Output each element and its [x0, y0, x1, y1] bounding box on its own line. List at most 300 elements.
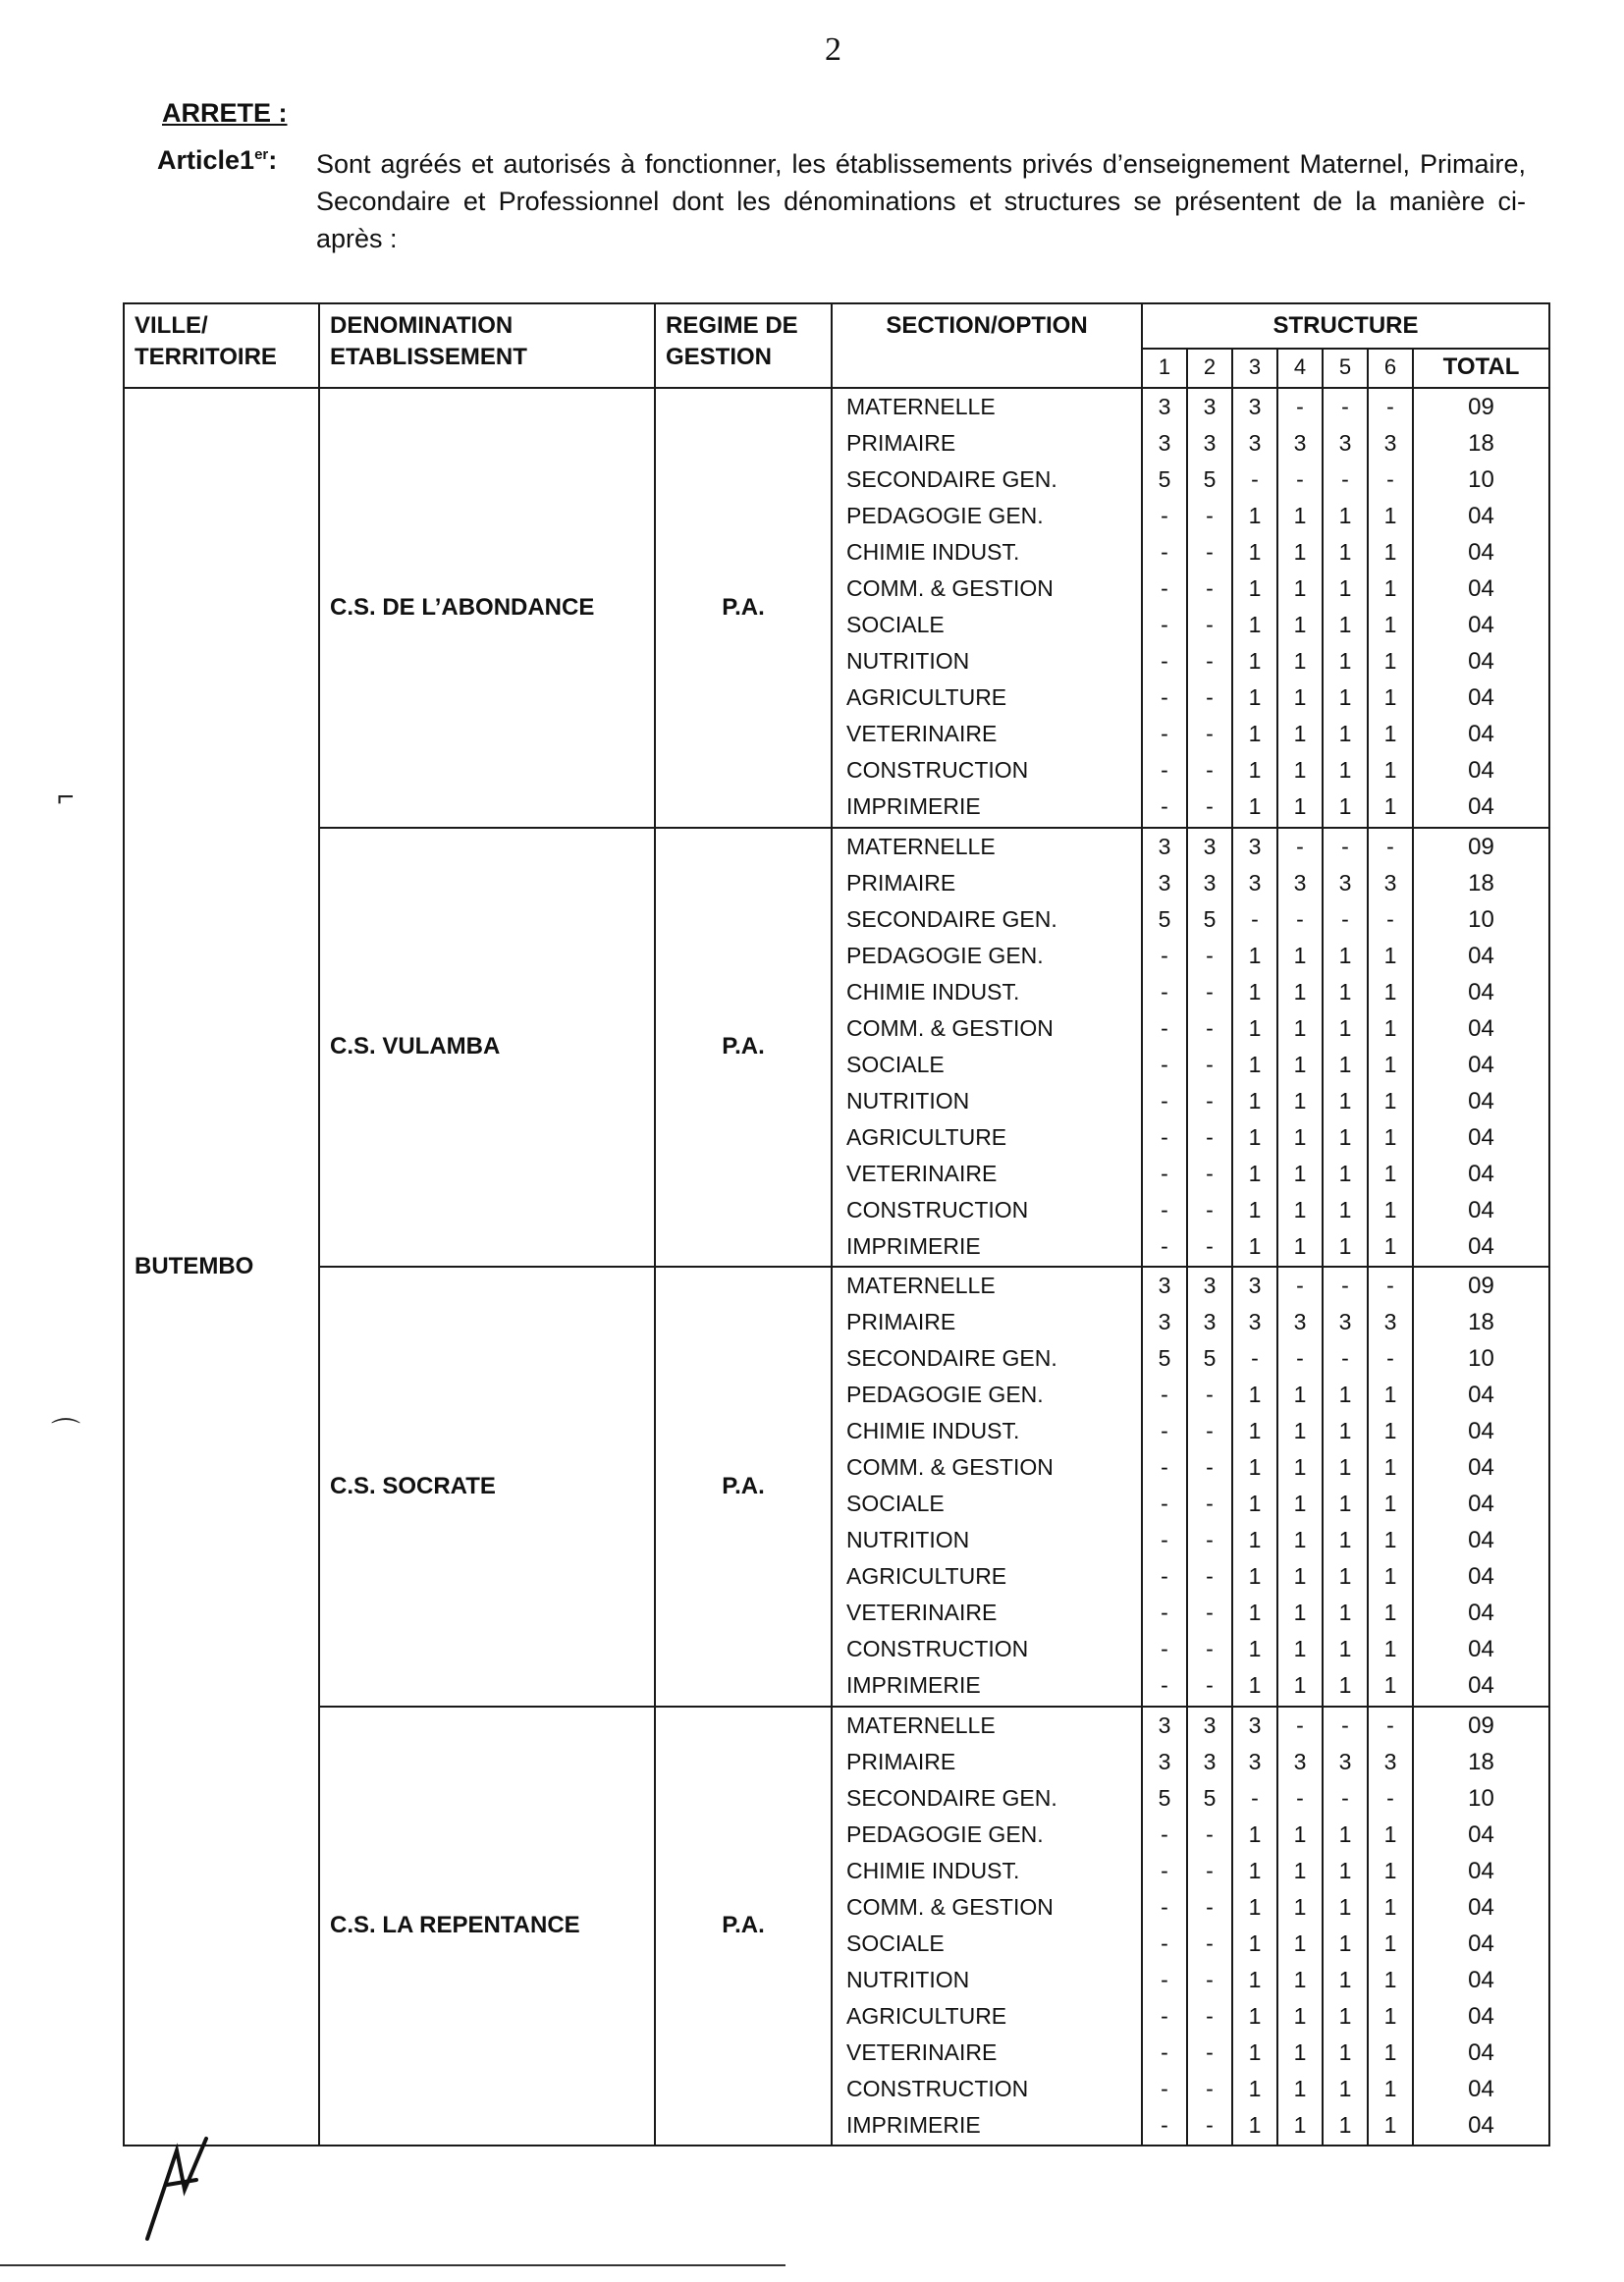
year-count: 1: [1383, 1966, 1397, 1992]
year-count: 3: [1158, 1748, 1171, 1774]
year-count: 1: [1338, 942, 1352, 968]
year-3-column: [1232, 1707, 1277, 2146]
total-value: 04: [1468, 1672, 1494, 1699]
year-count: 1: [1293, 1491, 1307, 1516]
year-count: -: [1161, 1382, 1168, 1407]
year-count: 1: [1293, 1893, 1307, 1920]
year-count: -: [1341, 466, 1349, 492]
establishment-name: C.S. SOCRATE: [319, 1267, 655, 1707]
year-count: -: [1206, 793, 1214, 819]
year-count: -: [1206, 1087, 1214, 1114]
year-count: 1: [1338, 1014, 1352, 1041]
total-value: 04: [1468, 1123, 1494, 1151]
total-value: 18: [1468, 430, 1494, 457]
year-count: 1: [1383, 2038, 1397, 2065]
section-name: CHIMIE INDUST.: [846, 1418, 1020, 1443]
year-count: -: [1161, 1051, 1168, 1077]
section-name: SOCIALE: [846, 1929, 945, 1956]
year-count: -: [1161, 1232, 1168, 1259]
total-value: 04: [1468, 1454, 1494, 1481]
year-count: -: [1206, 503, 1214, 528]
year-count: -: [1161, 1196, 1168, 1222]
year-count: 1: [1248, 1491, 1262, 1516]
section-name: MATERNELLE: [846, 394, 996, 419]
total-value: 04: [1468, 978, 1494, 1005]
year-count: 1: [1338, 1123, 1352, 1150]
year-count: -: [1206, 1123, 1214, 1150]
year-count: 1: [1338, 1051, 1352, 1077]
section-name: VETERINAIRE: [846, 1160, 998, 1186]
year-count: 5: [1158, 905, 1171, 932]
year-count: -: [1206, 721, 1214, 746]
total-value: 04: [1468, 1527, 1494, 1553]
year-count: 3: [1248, 1273, 1262, 1298]
year-count: -: [1161, 1087, 1168, 1114]
total-value: 10: [1468, 905, 1494, 933]
year-count: 1: [1383, 1893, 1397, 1920]
establishment-name: C.S. DE L’ABONDANCE: [319, 388, 655, 828]
year-count: 1: [1248, 1160, 1262, 1186]
regime-cell: P.A.: [655, 1267, 832, 1707]
section-name: SOCIALE: [846, 612, 945, 637]
year-count: -: [1296, 1273, 1304, 1298]
year-count: -: [1161, 1600, 1168, 1625]
year-count: 3: [1248, 430, 1262, 456]
year-count: -: [1386, 1784, 1394, 1811]
year-count: 1: [1338, 978, 1352, 1005]
year-count: 1: [1248, 684, 1262, 710]
year-count: 1: [1248, 1893, 1262, 1920]
year-count: 5: [1203, 905, 1217, 932]
year-count: 1: [1293, 1160, 1307, 1186]
year-count: -: [1161, 757, 1168, 783]
section-name: SECONDAIRE GEN.: [846, 905, 1057, 932]
year-count: 1: [1383, 1123, 1397, 1150]
year-count: -: [1206, 612, 1214, 637]
year-count: 1: [1248, 1232, 1262, 1259]
margin-mark: ⌒: [51, 1418, 81, 1450]
year-count: 1: [1338, 1966, 1352, 1992]
year-count: 1: [1293, 2111, 1307, 2138]
year-5-column: [1323, 1707, 1368, 2146]
year-count: 1: [1338, 1820, 1352, 1847]
year-count: 5: [1158, 1784, 1171, 1811]
year-count: 3: [1338, 869, 1352, 896]
year-count: 1: [1338, 1160, 1352, 1186]
year-4-column: [1277, 828, 1323, 1268]
section-name: PRIMAIRE: [846, 1748, 956, 1774]
year-count: -: [1161, 2002, 1168, 2029]
total-value: 04: [1468, 1160, 1494, 1187]
year-count: -: [1341, 1345, 1349, 1371]
year-count: -: [1161, 648, 1168, 674]
year-count: 3: [1248, 394, 1262, 419]
year-count: 5: [1158, 466, 1171, 492]
year-count: 3: [1383, 1309, 1397, 1334]
year-count: 1: [1383, 1051, 1397, 1077]
year-count: -: [1386, 1273, 1394, 1298]
year-count: 1: [1338, 684, 1352, 710]
year-count: 1: [1293, 2038, 1307, 2065]
year-count: -: [1161, 2075, 1168, 2101]
year-count: -: [1206, 757, 1214, 783]
header-regime: REGIME DE GESTION: [655, 303, 832, 388]
total-value: 04: [1468, 1418, 1494, 1444]
ville-cell: BUTEMBO: [124, 388, 319, 2146]
year-count: 1: [1248, 1929, 1262, 1956]
year-count: -: [1206, 1600, 1214, 1625]
year-count: 1: [1248, 1454, 1262, 1480]
total-value: 10: [1468, 1345, 1494, 1372]
section-name: COMM. & GESTION: [846, 1893, 1054, 1920]
page-number: 2: [825, 31, 841, 68]
year-count: -: [1206, 1893, 1214, 1920]
section-list: [832, 828, 1142, 1268]
year-count: -: [1206, 942, 1214, 968]
total-value: 04: [1468, 1196, 1494, 1223]
year-count: 1: [1383, 2002, 1397, 2029]
year-count: 1: [1338, 1382, 1352, 1407]
year-count: 3: [1158, 1273, 1171, 1298]
year-count: 1: [1383, 1232, 1397, 1259]
section-name: NUTRITION: [846, 648, 970, 674]
section-name: CONSTRUCTION: [846, 1196, 1029, 1222]
year-count: 1: [1383, 1087, 1397, 1114]
year-count: 1: [1383, 1820, 1397, 1847]
total-value: 04: [1468, 575, 1494, 602]
year-2-column: [1187, 388, 1232, 828]
total-value: 04: [1468, 1232, 1494, 1260]
year-count: 1: [1383, 2075, 1397, 2101]
year-count: -: [1296, 1784, 1304, 1811]
year-count: 3: [1203, 1309, 1217, 1334]
section-name: AGRICULTURE: [846, 1563, 1007, 1589]
year-count: -: [1206, 1196, 1214, 1222]
year-1-column: [1142, 388, 1187, 828]
establishment-name: C.S. VULAMBA: [319, 828, 655, 1268]
establishment-row: [124, 828, 1549, 1268]
section-name: AGRICULTURE: [846, 2002, 1007, 2029]
year-count: -: [1206, 2111, 1214, 2138]
year-count: 1: [1248, 1123, 1262, 1150]
total-value: 04: [1468, 1382, 1494, 1408]
total-value: 09: [1468, 394, 1494, 420]
article-label-sup: er: [254, 146, 269, 163]
year-count: 1: [1383, 539, 1397, 565]
year-count: 1: [1248, 1820, 1262, 1847]
year-count: 3: [1158, 430, 1171, 456]
year-count: 1: [1383, 1929, 1397, 1956]
year-count: 1: [1293, 1563, 1307, 1589]
year-4-column: [1277, 388, 1323, 828]
total-value: 04: [1468, 721, 1494, 747]
year-count: -: [1161, 721, 1168, 746]
year-count: 1: [1383, 1636, 1397, 1661]
year-count: 1: [1338, 757, 1352, 783]
year-4-column: [1277, 1267, 1323, 1707]
year-count: -: [1341, 905, 1349, 932]
section-name: SOCIALE: [846, 1051, 945, 1077]
year-count: -: [1161, 1491, 1168, 1516]
year-count: -: [1206, 1051, 1214, 1077]
year-count: -: [1206, 1636, 1214, 1661]
year-count: -: [1296, 1345, 1304, 1371]
year-6-column: [1368, 388, 1413, 828]
year-count: 1: [1248, 1382, 1262, 1407]
year-count: 1: [1293, 1966, 1307, 1992]
year-count: -: [1161, 684, 1168, 710]
year-count: 1: [1338, 1418, 1352, 1443]
article-label: [157, 145, 277, 176]
total-value: 09: [1468, 1273, 1494, 1299]
year-3-column: [1232, 388, 1277, 828]
section-name: PEDAGOGIE GEN.: [846, 1382, 1044, 1407]
year-count: -: [1206, 539, 1214, 565]
year-count: -: [1161, 539, 1168, 565]
year-count: 1: [1383, 1160, 1397, 1186]
total-value: 04: [1468, 1491, 1494, 1517]
year-count: 3: [1203, 1748, 1217, 1774]
year-6-column: [1368, 828, 1413, 1268]
year-count: -: [1206, 1418, 1214, 1443]
section-name: CONSTRUCTION: [846, 757, 1029, 783]
year-count: 1: [1293, 539, 1307, 565]
year-count: 1: [1293, 1672, 1307, 1698]
total-value: 04: [1468, 2002, 1494, 2030]
header-section: SECTION/OPTION: [832, 303, 1142, 388]
year-count: 1: [1383, 1014, 1397, 1041]
year-count: 1: [1383, 2111, 1397, 2138]
year-count: 1: [1338, 575, 1352, 601]
regime-cell: P.A.: [655, 828, 832, 1268]
year-count: 1: [1338, 793, 1352, 819]
header-total: TOTAL: [1413, 349, 1549, 388]
year-count: 3: [1338, 1309, 1352, 1334]
year-3-column: [1232, 828, 1277, 1268]
year-count: -: [1206, 1563, 1214, 1589]
year-count: 1: [1383, 1672, 1397, 1698]
total-value: 04: [1468, 1929, 1494, 1957]
year-count: 1: [1248, 1196, 1262, 1222]
year-count: 1: [1293, 1087, 1307, 1114]
section-list: [832, 1707, 1142, 2146]
year-count: -: [1161, 1929, 1168, 1956]
year-count: -: [1341, 833, 1349, 859]
year-count: 1: [1338, 1893, 1352, 1920]
section-name: PEDAGOGIE GEN.: [846, 1820, 1044, 1847]
article-label-text: Article1: [157, 145, 255, 175]
year-count: 1: [1383, 757, 1397, 783]
year-count: 1: [1248, 2111, 1262, 2138]
total-value: 04: [1468, 2111, 1494, 2139]
year-count: 3: [1383, 869, 1397, 896]
year-count: 1: [1248, 1600, 1262, 1625]
year-count: -: [1206, 1820, 1214, 1847]
year-6-column: [1368, 1267, 1413, 1707]
year-count: -: [1296, 1712, 1304, 1738]
year-count: 1: [1248, 503, 1262, 528]
total-value: 09: [1468, 833, 1494, 860]
year-count: -: [1206, 1454, 1214, 1480]
year-count: -: [1251, 905, 1259, 932]
year-count: -: [1206, 1014, 1214, 1041]
year-count: 1: [1338, 648, 1352, 674]
section-name: SECONDAIRE GEN.: [846, 1345, 1057, 1371]
year-count: 1: [1293, 1820, 1307, 1847]
section-name: COMM. & GESTION: [846, 1014, 1054, 1041]
year-count: -: [1161, 1418, 1168, 1443]
year-count: 1: [1293, 1232, 1307, 1259]
year-count: 3: [1293, 430, 1307, 456]
year-count: 1: [1383, 1382, 1397, 1407]
year-count: 1: [1248, 1051, 1262, 1077]
year-count: 1: [1248, 721, 1262, 746]
total-column: [1413, 1707, 1549, 2146]
section-name: COMM. & GESTION: [846, 575, 1054, 601]
section-name: MATERNELLE: [846, 1273, 996, 1298]
section-list: [832, 388, 1142, 828]
year-count: 1: [1293, 1454, 1307, 1480]
year-count: 1: [1338, 539, 1352, 565]
year-count: 1: [1383, 1563, 1397, 1589]
year-count: 1: [1338, 1087, 1352, 1114]
year-count: 3: [1203, 394, 1217, 419]
year-count: 1: [1383, 1857, 1397, 1883]
header-year-2: 2: [1187, 349, 1232, 388]
year-count: 1: [1338, 1491, 1352, 1516]
year-count: -: [1296, 833, 1304, 859]
year-count: 1: [1248, 978, 1262, 1005]
year-count: 1: [1248, 1087, 1262, 1114]
total-column: [1413, 828, 1549, 1268]
year-count: 3: [1338, 1748, 1352, 1774]
year-count: 1: [1383, 721, 1397, 746]
year-count: -: [1296, 905, 1304, 932]
year-count: -: [1206, 1382, 1214, 1407]
year-count: -: [1161, 1893, 1168, 1920]
year-count: 1: [1248, 1418, 1262, 1443]
regime-cell: P.A.: [655, 1707, 832, 2146]
structure-table: [123, 302, 1550, 2146]
year-count: 1: [1338, 721, 1352, 746]
year-count: 1: [1248, 2075, 1262, 2101]
year-1-column: [1142, 828, 1187, 1268]
header-year-6: 6: [1368, 349, 1413, 388]
year-count: 1: [1248, 1014, 1262, 1041]
year-count: 1: [1293, 1636, 1307, 1661]
year-count: 3: [1338, 430, 1352, 456]
year-count: 1: [1383, 1527, 1397, 1552]
establishment-row: [124, 388, 1549, 828]
year-count: 1: [1293, 721, 1307, 746]
year-count: 3: [1158, 1712, 1171, 1738]
year-count: -: [1161, 1160, 1168, 1186]
year-count: 3: [1158, 394, 1171, 419]
year-count: 1: [1248, 1563, 1262, 1589]
total-value: 04: [1468, 648, 1494, 675]
year-count: -: [1161, 503, 1168, 528]
section-name: COMM. & GESTION: [846, 1454, 1054, 1480]
year-count: 1: [1338, 1563, 1352, 1589]
total-column: [1413, 1267, 1549, 1707]
year-count: -: [1251, 1784, 1259, 1811]
year-count: -: [1161, 1636, 1168, 1661]
year-count: 1: [1338, 1527, 1352, 1552]
year-count: -: [1296, 394, 1304, 419]
year-count: 1: [1293, 2075, 1307, 2101]
year-count: 1: [1248, 612, 1262, 637]
year-count: 5: [1158, 1345, 1171, 1371]
total-value: 04: [1468, 1636, 1494, 1662]
year-5-column: [1323, 1267, 1368, 1707]
year-2-column: [1187, 1267, 1232, 1707]
year-count: 1: [1293, 1857, 1307, 1883]
year-count: -: [1206, 1857, 1214, 1883]
year-count: 1: [1293, 1600, 1307, 1625]
year-count: 1: [1293, 2002, 1307, 2029]
year-count: -: [1386, 466, 1394, 492]
year-count: -: [1386, 394, 1394, 419]
establishment-row: [124, 1707, 1549, 2146]
section-name: IMPRIMERIE: [846, 1232, 981, 1259]
year-count: 1: [1383, 1491, 1397, 1516]
total-value: 18: [1468, 869, 1494, 896]
year-count: 1: [1293, 1196, 1307, 1222]
total-value: 10: [1468, 1784, 1494, 1812]
year-count: 1: [1383, 1454, 1397, 1480]
header-year-4: 4: [1277, 349, 1323, 388]
year-count: 1: [1248, 1857, 1262, 1883]
year-count: 5: [1203, 466, 1217, 492]
year-count: -: [1161, 2111, 1168, 2138]
year-count: -: [1206, 1966, 1214, 1992]
total-value: 04: [1468, 684, 1494, 711]
year-count: 5: [1203, 1345, 1217, 1371]
year-5-column: [1323, 828, 1368, 1268]
year-count: 1: [1293, 1123, 1307, 1150]
total-value: 04: [1468, 503, 1494, 529]
year-count: 1: [1338, 1857, 1352, 1883]
year-count: 3: [1158, 833, 1171, 859]
year-count: 3: [1383, 1748, 1397, 1774]
year-count: -: [1206, 2075, 1214, 2101]
year-count: -: [1251, 1345, 1259, 1371]
year-count: -: [1206, 1232, 1214, 1259]
year-count: 3: [1203, 1712, 1217, 1738]
year-1-column: [1142, 1707, 1187, 2146]
heading-text: ARRETE :: [162, 98, 288, 128]
year-count: -: [1161, 1820, 1168, 1847]
year-count: -: [1161, 1857, 1168, 1883]
section-name: PRIMAIRE: [846, 430, 956, 456]
year-6-column: [1368, 1707, 1413, 2146]
year-count: 5: [1203, 1784, 1217, 1811]
year-count: -: [1341, 1712, 1349, 1738]
year-count: 1: [1338, 503, 1352, 528]
year-count: -: [1206, 684, 1214, 710]
year-count: 1: [1293, 575, 1307, 601]
total-value: 04: [1468, 539, 1494, 566]
year-count: 1: [1338, 1232, 1352, 1259]
year-count: -: [1161, 575, 1168, 601]
year-count: 1: [1383, 793, 1397, 819]
year-count: 1: [1383, 503, 1397, 528]
section-name: IMPRIMERIE: [846, 2111, 981, 2138]
year-count: 3: [1248, 1309, 1262, 1334]
year-1-column: [1142, 1267, 1187, 1707]
year-count: 1: [1383, 684, 1397, 710]
year-count: 1: [1383, 978, 1397, 1005]
